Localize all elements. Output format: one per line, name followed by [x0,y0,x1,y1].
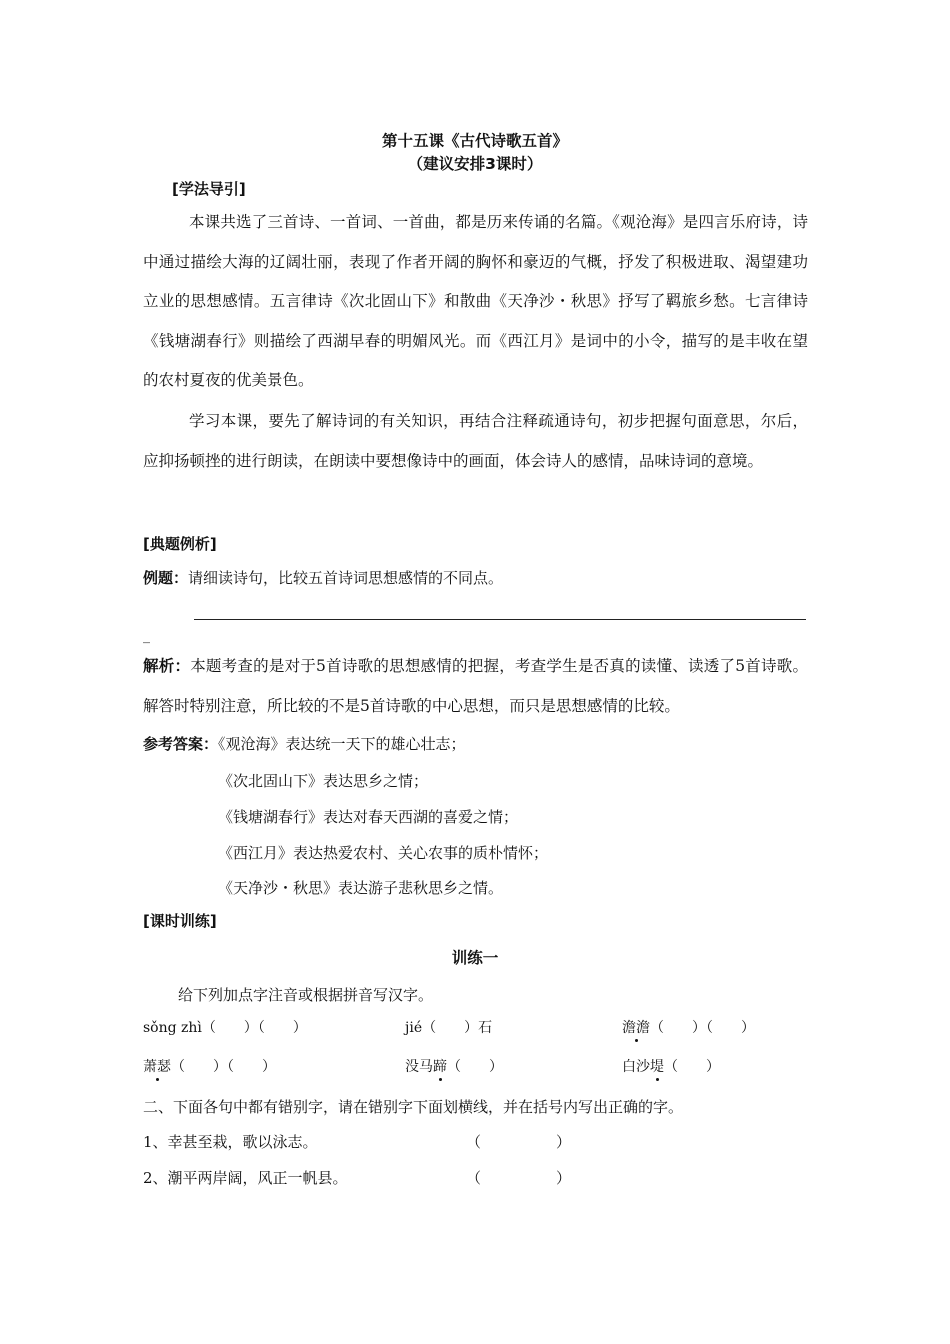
answer-line [194,619,806,620]
example-text: 请细读诗句，比较五首诗词思想感情的不同点。 [188,569,504,587]
analysis-text: 本题考查的是对于5首诗歌的思想感情的把握，考查学生是否真的读懂、读透了5首诗歌。解答时特别注意，所比较的不是5首诗歌的中心思想，而只是思想感情的比较。 [143,657,808,715]
q1-item-e-prefix: 没马 [405,1059,433,1075]
q2-item-text: 1、幸甚至栽，歌以泳志。 [143,1133,318,1151]
q2-item-blank: （ ） [466,1169,572,1187]
section-heading-practice: [课时训练] [143,912,217,930]
answer-label: 参考答案： [143,735,219,753]
example-question [143,567,503,588]
page-title: 第十五课《古代诗歌五首》 [381,132,568,150]
q1-item-e-blank: （ ） [447,1059,503,1075]
q1-item-f-blank: （ ） [664,1059,720,1075]
q1-item-e [405,1056,503,1076]
q1-item-d-blanks: （ ）（ ） [171,1059,276,1075]
q1-item-c-blanks: （ ）（ ） [650,1020,755,1036]
analysis-paragraph [143,647,808,726]
guide-paragraph-1: 本课共选了三首诗、一首词、一首曲，都是历来传诵的名篇。《观沧海》是四言乐府诗，诗中通过描绘大海的辽阔壮丽，表现了作者开阔的胸怀和豪迈的气概，抒发了积极进取、渴望建功立业的思想感情。五言律诗《次北固山下》和散曲《天净沙・秋思》抒写了羁旅乡愁。七言律诗《钱塘湖春行》则描绘了西湖早春的明媚风光。而《西江月》是词中的小令，描写的是丰收在望的农村夏夜的优美景色。 [143,213,808,389]
dotted-chars: 蹄 [433,1056,447,1076]
question-2-instruction: 二、下面各句中都有错别字，请在错别字下面划横线，并在括号内写出正确的字。 [143,1098,684,1116]
answer-item: 《天净沙・秋思》表达游子悲秋思乡之情。 [218,879,504,897]
practice-title: 训练一 [451,949,499,967]
answer-item: 《次北固山下》表达思乡之情； [218,772,429,790]
q1-item-f [622,1056,720,1076]
guide-paragraph-2: 学习本课，要先了解诗词的有关知识，再结合注释疏通诗句，初步把握句面意思，尔后，应抑扬顿挫的进行朗读，在朗读中要想像诗中的画面，体会诗人的感情，品味诗词的意境。 [143,412,808,470]
answer-item: 《观沧海》表达统一天下的雄心壮志； [218,735,466,753]
analysis-label: 解析： [143,657,191,675]
page-subtitle: （建议安排3课时） [407,155,543,173]
section-heading-example: [典题例析] [143,535,217,553]
q1-item-b: jié（ ）石 [405,1020,493,1036]
q2-item-blank: （ ） [466,1133,572,1151]
q1-item-a: sǒng zhì（ ）（ ） [143,1020,307,1036]
dotted-chars: 澹澹 [622,1017,650,1037]
dotted-chars: 萧瑟 [143,1056,171,1076]
q1-item-f-prefix: 白沙 [622,1059,650,1075]
answer-item: 《钱塘湖春行》表达对春天西湖的喜爱之情； [218,808,519,826]
underscore-mark: _ [143,628,150,644]
q1-item-c [622,1017,755,1037]
example-label: 例题： [143,569,189,587]
section-heading-guide: [学法导引] [172,180,246,198]
question-1-instruction: 给下列加点字注音或根据拼音写汉字。 [178,986,434,1004]
answer-line-1 [143,733,466,754]
dotted-chars: 堤 [650,1056,664,1076]
answer-item: 《西江月》表达热爱农村、关心农事的质朴情怀； [218,844,549,862]
q2-item-text: 2、潮平两岸阔，风正一帆县。 [143,1169,348,1187]
q1-item-d [143,1056,276,1076]
